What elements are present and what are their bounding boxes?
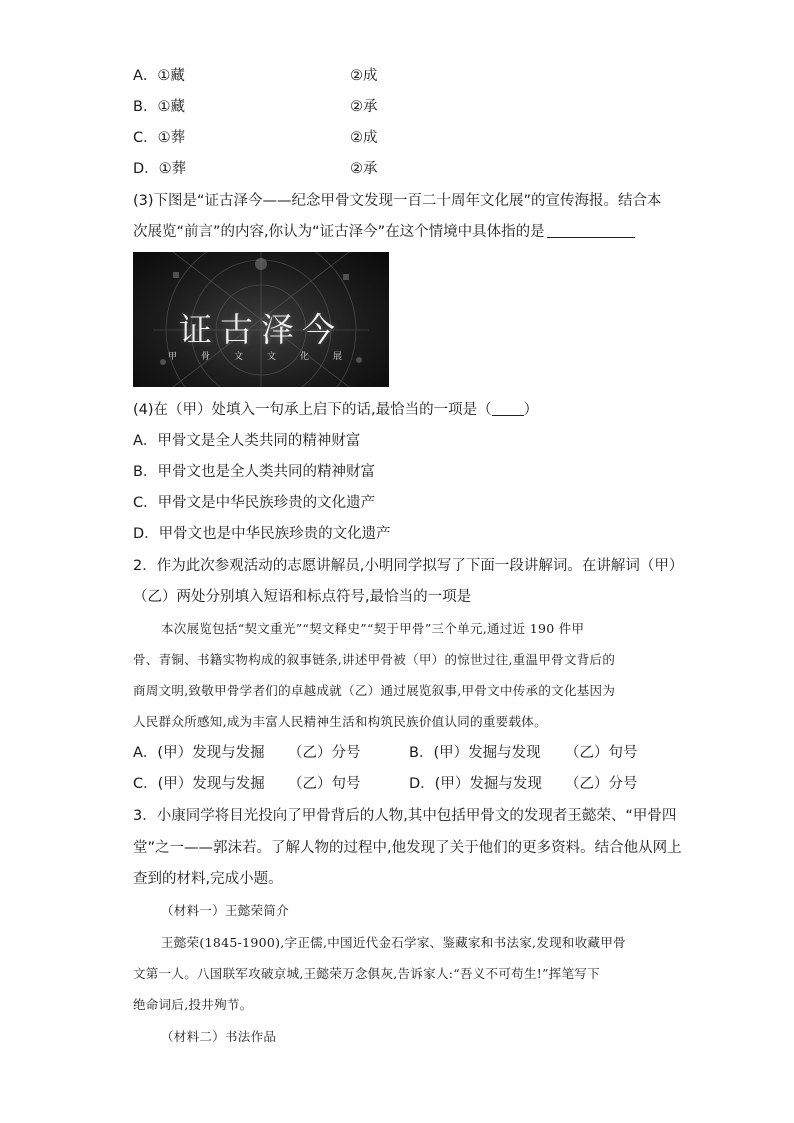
question-2-option-b: B．(甲）发掘与发现 [409, 745, 541, 761]
option-b [133, 97, 378, 117]
option-d-second: ②承 [350, 161, 378, 177]
option-b-label: B．①藏 [133, 99, 185, 115]
question-3b-line2: 堂”之一——郭沫若。了解人物的过程中,他发现了关于他们的更多资料。结合他从网上 [133, 840, 682, 856]
option-a [133, 66, 378, 86]
passage-line-3: 商周文明,致敬甲骨学者们的卓越成就（乙）通过展览叙事,甲骨文中传承的文化基因为 [133, 683, 616, 698]
option-c-second: ②成 [350, 130, 378, 146]
question-4-option-c: C．甲骨文是中华民族珍贵的文化遗产 [133, 495, 376, 511]
material-1-title: （材料一）王懿荣简介 [161, 903, 290, 918]
question-2-option-d-b: （乙）分号 [565, 776, 638, 792]
option-d [133, 159, 378, 179]
question-3-line2-text: 次展览“前言”的内容,你认为“证古泽今”在这个情境中具体指的是 [133, 224, 545, 240]
material-1-line1: 王懿荣(1845-1900),字正儒,中国近代金石学家、鉴藏家和书法家,发现和收藏甲骨 [161, 935, 626, 950]
question-2-options-row2 [133, 774, 638, 794]
question-2-option-c-b: （乙）句号 [288, 776, 361, 792]
option-a-label: A．①藏 [133, 68, 185, 84]
question-2-line2: （乙）两处分别填入短语和标点符号,最恰当的一项是 [133, 589, 472, 605]
option-b-second: ②承 [350, 99, 378, 115]
material-1-line2: 文第一人。八国联军攻破京城,王懿荣万念俱灰,告诉家人:“吾义不可苟生!”挥笔写下 [133, 966, 600, 981]
question-2-option-a: A．(甲）发现与发掘 [133, 745, 265, 761]
question-4-blank[interactable] [492, 401, 524, 416]
option-c [133, 128, 378, 148]
question-2-options-row1 [133, 743, 638, 763]
question-2-option-b-b: （乙）句号 [565, 745, 638, 761]
poster-title: 证古泽今 [179, 310, 343, 349]
option-d-label: D．①葬 [133, 161, 187, 177]
question-4-option-b: B．甲骨文也是全人类共同的精神财富 [133, 464, 375, 480]
question-2-line1: 2．作为此次参观活动的志愿讲解员,小明同学拟写了下面一段讲解词。在讲解词（甲） [133, 558, 684, 574]
poster-subtitle: 甲骨文文化展 [167, 352, 366, 362]
question-4-prompt-end: ） [523, 402, 539, 418]
answer-blank[interactable] [547, 223, 635, 238]
question-2-option-c: C．(甲）发现与发掘 [133, 776, 265, 792]
question-4-option-a: A．甲骨文是全人类共同的精神财富 [133, 433, 361, 449]
question-4-prompt [133, 400, 538, 420]
material-1-line3: 绝命词后,投井殉节。 [133, 997, 253, 1012]
question-4-prompt-text: (4)在（甲）处填入一句承上启下的话,最恰当的一项是（ [133, 402, 492, 418]
question-3-line1: (3)下图是“证古泽今——纪念甲骨文发现一百二十周年文化展”的宣传海报。结合本 [133, 193, 662, 209]
passage-line-1: 本次展览包括“契文重光”“契文释史”“契于甲骨”三个单元,通过近 190 件甲 [161, 621, 585, 636]
question-3b-line1: 3．小康同学将目光投向了甲骨背后的人物,其中包括甲骨文的发现者王懿荣、“甲骨四 [133, 808, 677, 824]
question-3b-line3: 查到的材料,完成小题。 [133, 871, 283, 887]
question-3-line2 [133, 222, 635, 242]
option-c-label: C．①葬 [133, 130, 186, 146]
material-2-title: （材料二）书法作品 [161, 1029, 277, 1044]
option-a-second: ②成 [350, 68, 378, 84]
question-2-option-d: D．(甲）发掘与发现 [409, 776, 542, 792]
passage-line-4: 人民群众所感知,成为丰富人民精神生活和构筑民族价值认同的重要载体。 [133, 714, 547, 729]
passage-line-2: 骨、青铜、书籍实物构成的叙事链条,讲述甲骨被（甲）的惊世过往,重温甲骨文背后的 [133, 652, 616, 667]
question-2-option-a-b: （乙）分号 [288, 745, 361, 761]
question-4-option-d: D．甲骨文也是中华民族珍贵的文化遗产 [133, 526, 391, 542]
exhibition-poster [133, 252, 389, 387]
